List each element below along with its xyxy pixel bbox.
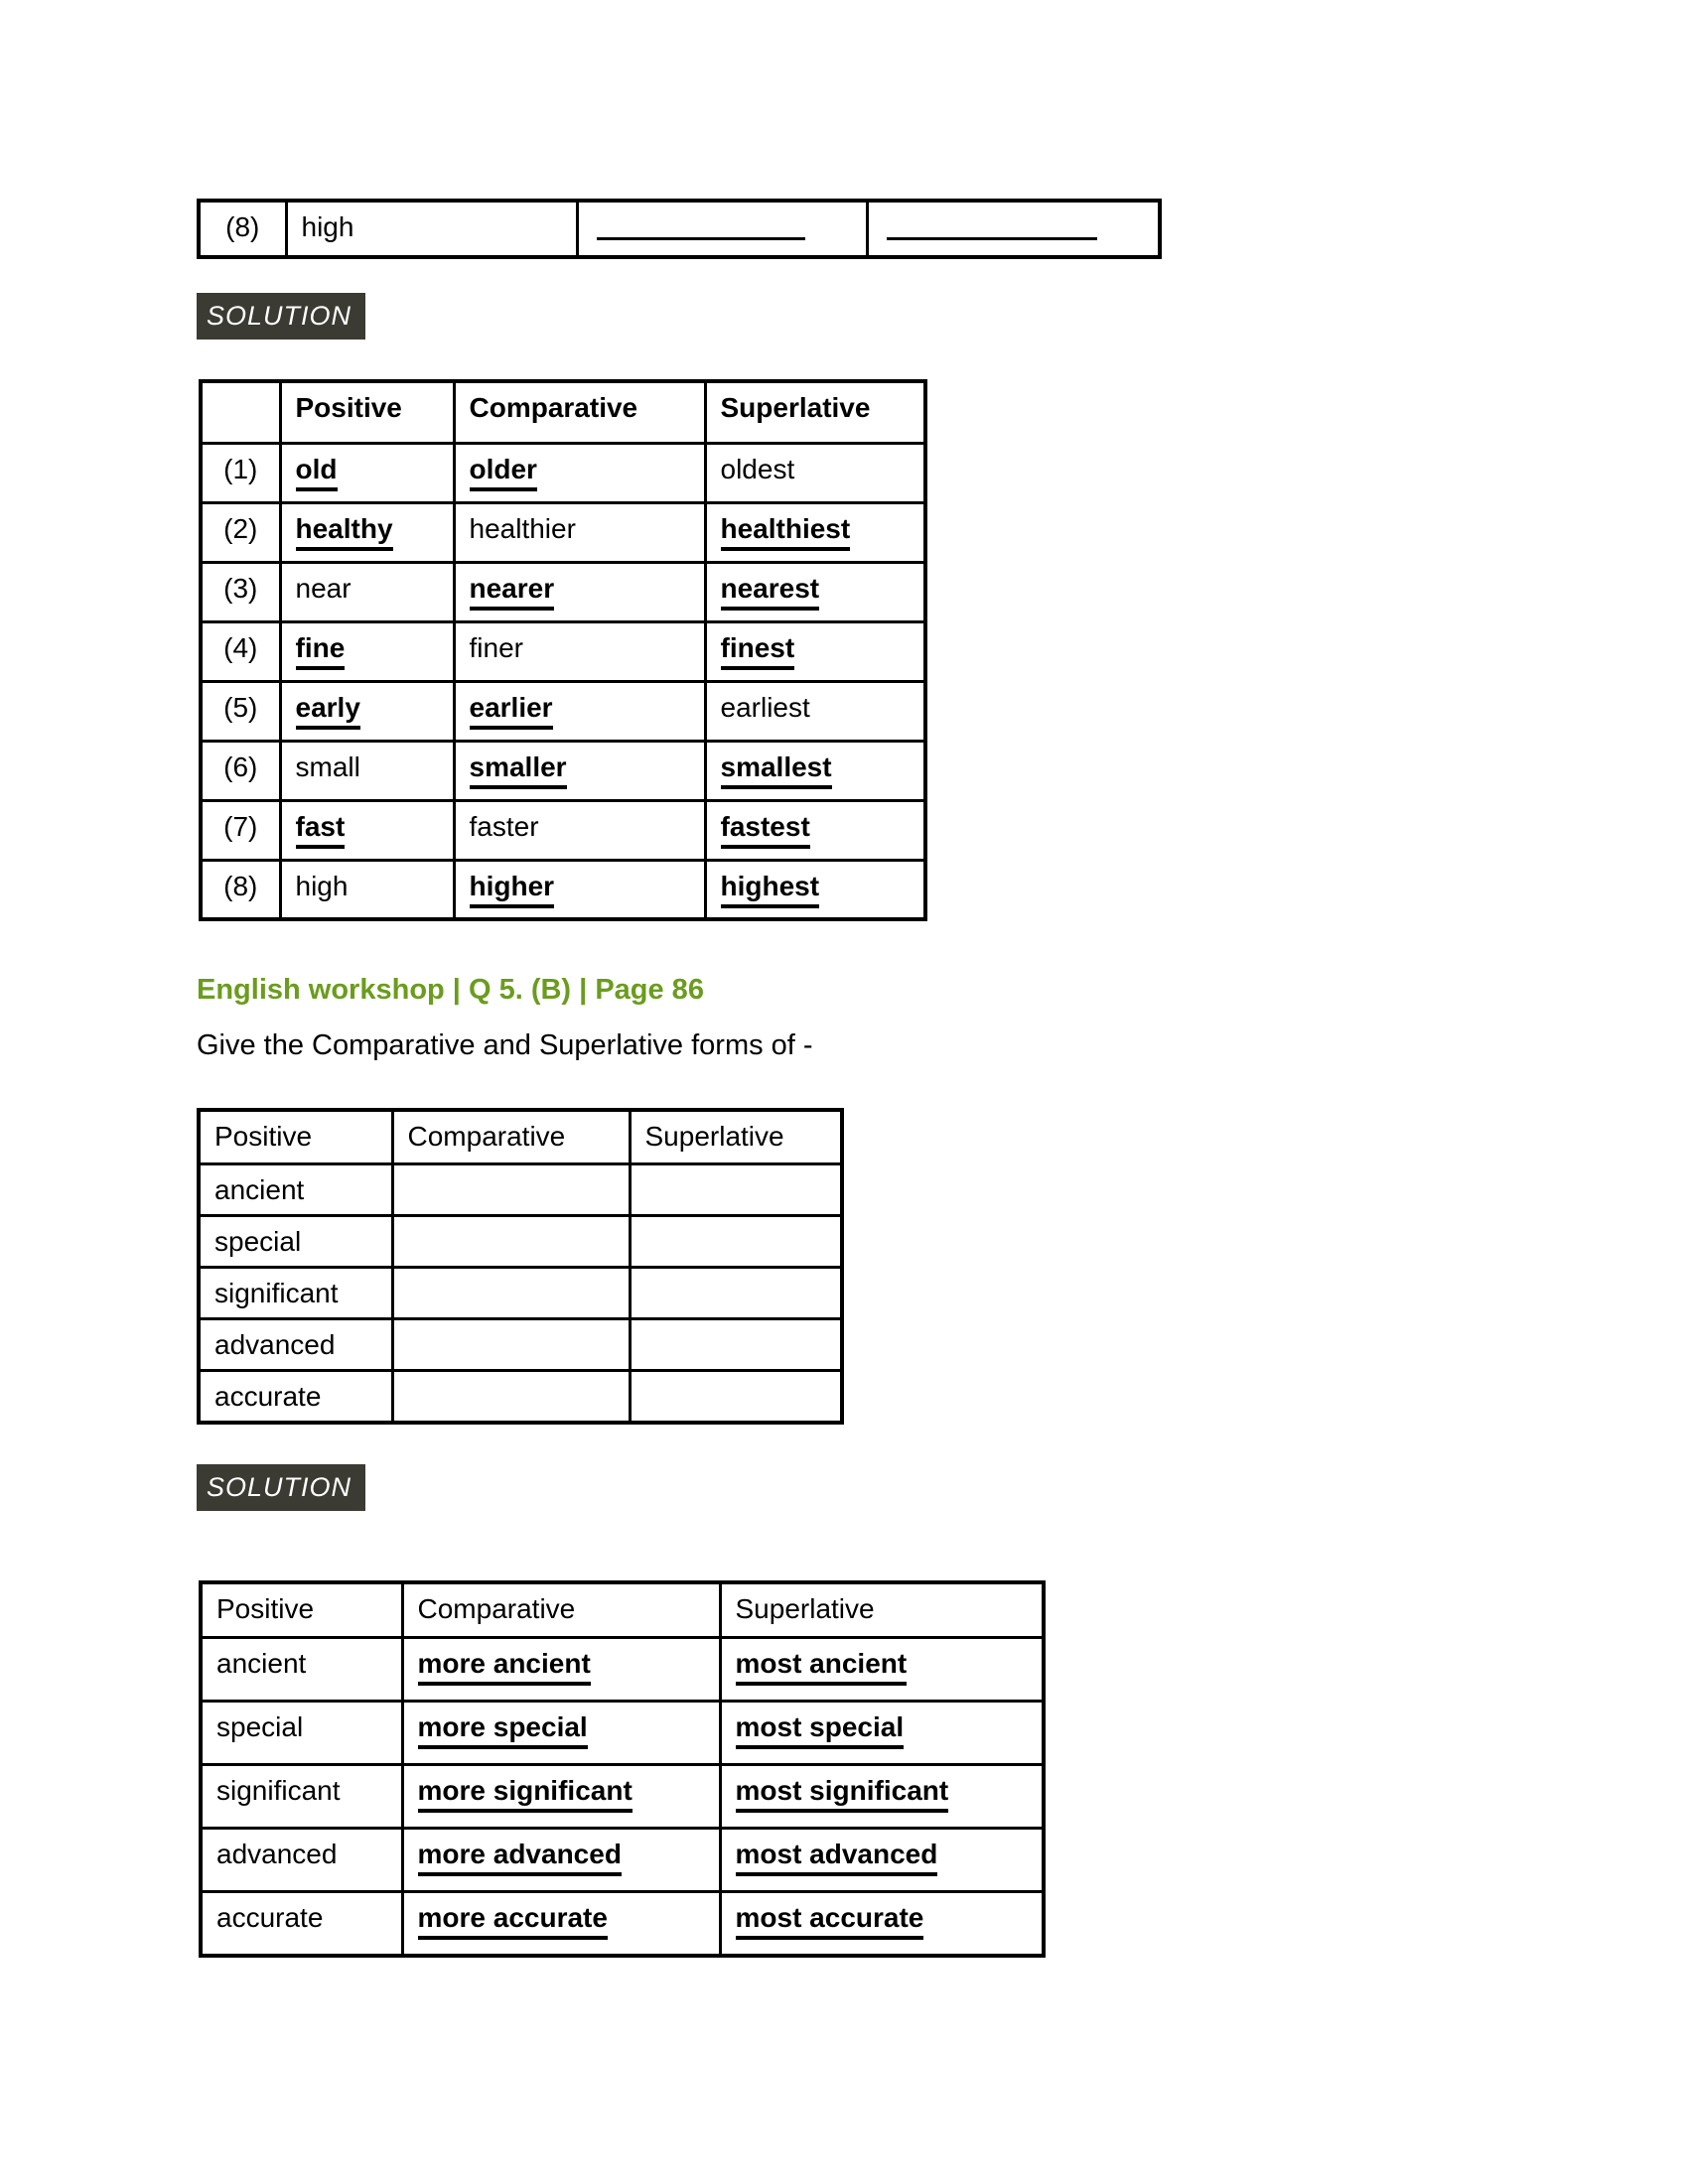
comparative-answer-blank — [597, 210, 806, 240]
positive-cell: ancient — [199, 1163, 392, 1215]
solution-badge-row — [197, 293, 1688, 340]
positive-cell: near — [280, 562, 454, 621]
index-header-cell — [201, 381, 280, 443]
positive-cell: special — [199, 1215, 392, 1267]
header-row — [201, 381, 925, 443]
row-number-cell: (3) — [201, 562, 280, 621]
superlative-cell — [705, 621, 925, 681]
table-row — [201, 1702, 1044, 1765]
positive-cell: high — [280, 860, 454, 919]
table-row — [199, 1215, 842, 1267]
answer-word: earlier — [470, 691, 553, 730]
row-number-cell: (7) — [201, 800, 280, 860]
positive-cell — [280, 800, 454, 860]
superlative-cell — [720, 1892, 1044, 1956]
row-number-cell: (8) — [201, 860, 280, 919]
row-number-cell: (8) — [199, 201, 286, 257]
row-number-cell: (6) — [201, 741, 280, 800]
superlative-cell: oldest — [705, 443, 925, 502]
superlative-cell: earliest — [705, 681, 925, 741]
empty-cell — [392, 1370, 630, 1423]
header-row — [201, 1582, 1044, 1638]
positive-cell — [280, 621, 454, 681]
answer-word: fine — [296, 631, 346, 670]
answer-word: smaller — [470, 751, 567, 789]
section-heading: English workshop | Q 5. (B) | Page 86 — [197, 974, 704, 1006]
comparative-cell — [402, 1765, 720, 1829]
positive-header-cell: Positive — [199, 1110, 392, 1163]
answer-word: most accurate — [736, 1901, 924, 1940]
superlative-cell — [705, 741, 925, 800]
answer-word: highest — [721, 870, 820, 908]
answer-word: most significant — [736, 1774, 949, 1813]
answer-word: more accurate — [418, 1901, 608, 1940]
row-number-cell: (5) — [201, 681, 280, 741]
solution-badge: SOLUTION — [197, 293, 365, 340]
empty-cell — [392, 1163, 630, 1215]
superlative-cell — [705, 800, 925, 860]
table-row — [201, 681, 925, 741]
positive-cell: small — [280, 741, 454, 800]
comparative-cell — [454, 443, 705, 502]
answer-word: more advanced — [418, 1838, 622, 1876]
superlative-cell — [705, 502, 925, 562]
table-row — [201, 1638, 1044, 1702]
superlative-cell — [720, 1638, 1044, 1702]
positive-cell: accurate — [199, 1370, 392, 1423]
table-row — [201, 562, 925, 621]
comparative-cell — [402, 1829, 720, 1892]
row-number-cell: (4) — [201, 621, 280, 681]
answer-word: healthiest — [721, 512, 851, 551]
answer-word: older — [470, 453, 537, 491]
comparative-cell — [454, 860, 705, 919]
positive-header-cell: Positive — [201, 1582, 402, 1638]
empty-cell — [630, 1215, 842, 1267]
empty-cell — [392, 1267, 630, 1318]
positive-header-cell: Positive — [280, 381, 454, 443]
empty-cell — [630, 1370, 842, 1423]
answer-word: healthy — [296, 512, 393, 551]
exercise-row — [199, 201, 1160, 257]
solution-badge-row — [197, 1464, 1688, 1511]
positive-cell: advanced — [201, 1829, 402, 1892]
superlative-header-cell: Superlative — [630, 1110, 842, 1163]
superlative-blank-cell — [867, 201, 1160, 257]
comparative-header-cell: Comparative — [402, 1582, 720, 1638]
answer-word: higher — [470, 870, 555, 908]
empty-cell — [392, 1215, 630, 1267]
answer-word: nearest — [721, 572, 820, 611]
table-row — [201, 502, 925, 562]
answer-word: more significant — [418, 1774, 633, 1813]
comparative-cell — [402, 1638, 720, 1702]
table-row — [201, 860, 925, 919]
positive-cell — [280, 681, 454, 741]
empty-cell — [630, 1163, 842, 1215]
positive-cell: advanced — [199, 1318, 392, 1370]
answer-word: nearer — [470, 572, 555, 611]
table-row — [201, 1765, 1044, 1829]
table-row — [199, 1370, 842, 1423]
comparative-cell: faster — [454, 800, 705, 860]
comparative-blank-cell — [577, 201, 867, 257]
answer-word: most ancient — [736, 1647, 908, 1686]
superlative-header-cell: Superlative — [720, 1582, 1044, 1638]
superlative-answer-blank — [887, 210, 1098, 240]
exercise-table — [197, 199, 1162, 259]
positive-cell: accurate — [201, 1892, 402, 1956]
positive-cell — [280, 502, 454, 562]
practice-table — [197, 1108, 844, 1425]
solution-badge: SOLUTION — [197, 1464, 365, 1511]
empty-cell — [630, 1267, 842, 1318]
solution-table-degrees — [199, 379, 927, 921]
answer-word: fast — [296, 810, 346, 849]
answer-word: old — [296, 453, 338, 491]
table-row — [201, 1829, 1044, 1892]
table-row — [201, 800, 925, 860]
header-row — [199, 1110, 842, 1163]
superlative-cell — [720, 1702, 1044, 1765]
comparative-header-cell: Comparative — [392, 1110, 630, 1163]
superlative-header-cell: Superlative — [705, 381, 925, 443]
answer-word: more special — [418, 1710, 588, 1749]
superlative-cell — [720, 1765, 1044, 1829]
positive-cell: significant — [201, 1765, 402, 1829]
answer-word: early — [296, 691, 360, 730]
solution-table-more-most — [199, 1580, 1046, 1958]
superlative-cell — [720, 1829, 1044, 1892]
comparative-cell — [454, 562, 705, 621]
superlative-cell — [705, 562, 925, 621]
comparative-cell: finer — [454, 621, 705, 681]
comparative-header-cell: Comparative — [454, 381, 705, 443]
answer-word: most advanced — [736, 1838, 938, 1876]
table-row — [201, 741, 925, 800]
comparative-cell — [402, 1892, 720, 1956]
table-row — [199, 1267, 842, 1318]
comparative-cell — [454, 741, 705, 800]
superlative-cell — [705, 860, 925, 919]
empty-cell — [630, 1318, 842, 1370]
comparative-cell — [402, 1702, 720, 1765]
comparative-cell: healthier — [454, 502, 705, 562]
comparative-cell — [454, 681, 705, 741]
table-row — [201, 443, 925, 502]
table-row — [201, 1892, 1044, 1956]
positive-cell: ancient — [201, 1638, 402, 1702]
answer-word: fastest — [721, 810, 810, 849]
table-row — [201, 621, 925, 681]
positive-cell — [280, 443, 454, 502]
positive-word-cell: high — [286, 201, 577, 257]
table-row — [199, 1318, 842, 1370]
answer-word: smallest — [721, 751, 832, 789]
table-row — [199, 1163, 842, 1215]
row-number-cell: (2) — [201, 502, 280, 562]
question-text: Give the Comparative and Superlative forms of - — [197, 1029, 813, 1061]
empty-cell — [392, 1318, 630, 1370]
positive-cell: significant — [199, 1267, 392, 1318]
answer-word: finest — [721, 631, 795, 670]
row-number-cell: (1) — [201, 443, 280, 502]
answer-word: most special — [736, 1710, 905, 1749]
answer-word: more ancient — [418, 1647, 591, 1686]
positive-cell: special — [201, 1702, 402, 1765]
